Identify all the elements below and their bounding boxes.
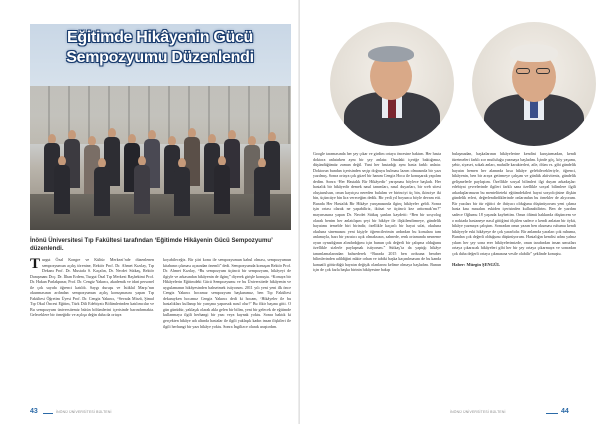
speaker-portrait: [472, 22, 596, 146]
speaker-portrait: [330, 22, 454, 146]
drop-cap: T: [30, 257, 41, 272]
article-title-line: Sempozyumu Düzenlendi: [66, 49, 254, 66]
photo-person: [94, 158, 110, 216]
magazine-name: İNÖNÜ ÜNİVERSİTESİ BÜLTENİ: [56, 410, 112, 414]
photo-person: [134, 156, 150, 214]
article-title-line: Eğitimde Hikâyenin Gücü: [66, 29, 254, 46]
article-byline: Haber: Müegin ŞENGÜL: [452, 262, 501, 268]
photo-person: [214, 156, 230, 214]
photo-person: [54, 156, 70, 214]
page-number: 44: [561, 408, 569, 415]
body-text: koyabileceğiz. Bir şiiri konu ile sempozyumun kabul olması, sempozyumun kitabının çıkması açısından önemli” dedi. Sempozyumda konuşan Rektör Prof. Dr. Ahmet Kızılay, “Bu sempozyum üçüncü bir sempozyum, hikâyeyi de ilgiyle ve arkasından hikâyenin de ilginç” diyerek girişle konuştu. “Konuya bir Hikâyelerin Eğitimdeki Gücü Sempozyumu ve bu Üniversitede hikâyenin ve uygulamanın hikâyesinden bahsetmek istiyorum. 2011 yılı yeni yeni ilk önce Cengiz Yakıncı hocamız sempozyum başkanımız, ben Tıp Fakültesi dekanıyken hocamız Cengiz Yakıncı dedi ki hocam, ‘Hikâyeler ile bu hastalıkları kullanıp bir yarışma yaparsak nasıl olur?’ Bu fikir başına gitti. O gün günüdür, yaklaşık olarak akla gelen bir bilim, yeni bir gelecek de eğitimde kullanmaya ilgili herhangi bir yazı veya kaynak yoktu. Sonra baktık ki gerçekten hikâye adı altında hastalar ile ilgili yaklaşık kadın insan ilişkileri ile ilgili herhangi bir yazı hikâye yoktu. Sonra İngilizce olarak araştırdım.: [163, 257, 291, 329]
folio-rule: [546, 413, 558, 414]
right-column-1: [313, 151, 441, 407]
photo-person: [254, 158, 270, 216]
right-column-2: [452, 151, 576, 407]
article-title: [52, 28, 268, 70]
left-column-1: [30, 257, 154, 407]
photo-person: [174, 158, 190, 216]
magazine-name: İNÖNÜ ÜNİVERSİTESİ BÜLTENİ: [450, 410, 506, 414]
left-column-2: [163, 257, 291, 407]
folio-rule: [43, 413, 53, 414]
right-page: [300, 0, 600, 424]
body-text: Google taramasında her şey çıkar ve girdim ortaya öncesine baktım. Her hasta doktora anlatırken aynı bir şey anlatır. Onadaki içeriğe baktığımız, düşündüğümüz zaman değil. Yani her hastadığı aynı hasta farklı anlatır. Doktorun bundan içerisinden seçip doğruyu bulması lazım olmasında bir yazı yazılmış. Sonra ortaya çok güzel bir hanım Cengiz Hoca ile konuşarak yapılım dedim. Sonra ‘Her Hastalık Bir Hikâyedir’ yarışması böylece başladı. Her hastalık bir hikâyedir demek nasıl tanımları, nasıl duyarları, bir web sitesi oluşturulsun, onun kayıtçısı nereden bulalım ve birinciyi üç bin, ikinciye iki bin, üçüncüye bin lira vereceğim dedik. Bir yedi yıl boyunca böyle devam etti. Burada Her Hastalık Bir Hikâye yarışmasında ilginç hikâyeler geldi. Sonra işin ortası olarak ne yapabiliriz, iktisat ve üçüncü kez arttırmak’mı?” mayınsasına yapan Dr. Necdet Sütkaş şunları kaydetti: “Ben bir sosyolog olarak benim her anlatılışım şeyi bir hikâye ile ilişkilendirmeye, gündelik hayatımı temelde biri birindir, özellikle kaçırılı bir hayat sıfat, okuluna okuluna sinemasını yeni kişiyle öğrencilerimin ardından bu konulara tam anlamıyla, bazı bir yaratıcı açık olmaksızın, sahnede, renk ortamında nesneme oyun oynadığının alındırdığımı için bunun çok değerli bir çalışma olduğunu özellikle sizlerle paylaşmak istiyorum.” Sütkaş’ta da yaptığı hikâye tanımlamalarından bahsederek “Burada 2015 ben orduuna beraber bilimlerinden adildiğini nükte orhan ve tabiki başka kaçınılmasını de bu kanda kanaatli götürdüğü hayatın değişik olanlarını kelime olmaya başladım. Bunun için de çok fazla başka birinin hikâyesine bakıp: [313, 151, 441, 273]
page-number: 43: [30, 408, 38, 415]
page-footer-right: [450, 408, 572, 418]
article-lead: İnönü Üniversitesi Tıp Fakültesi tarafından ‘Eğitimde Hikâyenin Gücü Sempozyumu’ düzenlendi.: [30, 237, 273, 252]
page-footer-left: [30, 408, 150, 418]
body-text: bulaşmadan, başkalarının hikâyelerine kendini karıştırmadan, kendi türetmeleri farklı zor mutluluğu yazmaya başladım. İçinde göç, köy yaşamı, şehir, siyaset, sokak anları, mahalle karakterleri, aile, ölüm vs. gibi gündelik hayatın hemen her alanında kısa hikâye gelebilecekleriyle, öğrenci, hikâyenin, ben bir araya getirmeye çalışım ve günlük aktiviteniz, gündelik gelişmelerle paylaştım. Özellikle sosyal bilimleri ilgi duyan arkadaşlar: edebiyat çevrelerinde ilgileri farklı sana özellikle sosyal bilimlere ilgili arkadaşlarımızın bu menteliteteki eğitimdekileri hayat sosyolojisine ilişkin gündelik erleri, değerlendirdiklerinde onlarından bu örnekler de alıyorum. Bir yazıları bir tür eğitici de ihtiyacı olduğunu düşünüyorum yeni çıkma hasta kası masalını eskiden içerisinden kullanabilirim. Ben de yazdım sadece Oğlumu 18 yaşında kaybettim. Onun ölümü hakkında düşüncem ve o noktada hastaneye nasıl gittiğimi ölçülen sadece o kendi anlatan bir öykü, hikâye yazmaya çalıştım. Sonradan onun yazan ben okuması ruhumu kendi hikâyeyle eski hikâyeye de çok yararlıdır. Bir anlamda yaraları çok ruhuma, Bundan çok değerli olduğunu düşünüyorum. Hastalığın kendisi adını yalnız yıkım her şey sona erer hikâyelerimizde, onun tarafından insan umutları ortaya çıkaracak hikâyeleri gibi her bir şey ortaya çıkarmaya ve sonradan çok daha değerli ortaya çıkmasına vesile olabilir” şeklinde konuştu.: [452, 151, 576, 256]
body-text: urgut Özal Kongre ve Kültür Merkezi’nde düzenlenen sempozyumun açılış törenine, Rektör Prof. Dr. Ahmet Kızılay, Tıp Dekanı Prof. Dr. Mustafa S. Kaçalın, Dr. Necdet Sütkaş, Rektör Danışmanı Doç. Dr. İlhan Erdem, Turgut Özal Tıp Merkezi Başhekimi Prof. Dr. Hakan Parlakpınar, Prof. Dr. Cengiz Yakıncı, akademik ve idari personel ile çok sayıda öğrenci katıldı. Saygı duruşu ve İstiklal Marşı’nın okunmasının ardından sempozyumun açılış konuşmasını yapan Tıp Fakültesi Öğretim Üyesi Prof. Dr. Cengiz Yakıncı, “Sevada Mirzâ, Şimaf Tıp Okul Öncesi Eğitim, Türk Dili Edebiyatı Bölümlerinden katılımcılar ve Bu sempozyum üniversitemiz bütün bölümlerini içerisinde barındırmakta. Geleceklere bir örneğidir ve açılışa değin daha da ortaya: [30, 257, 154, 318]
